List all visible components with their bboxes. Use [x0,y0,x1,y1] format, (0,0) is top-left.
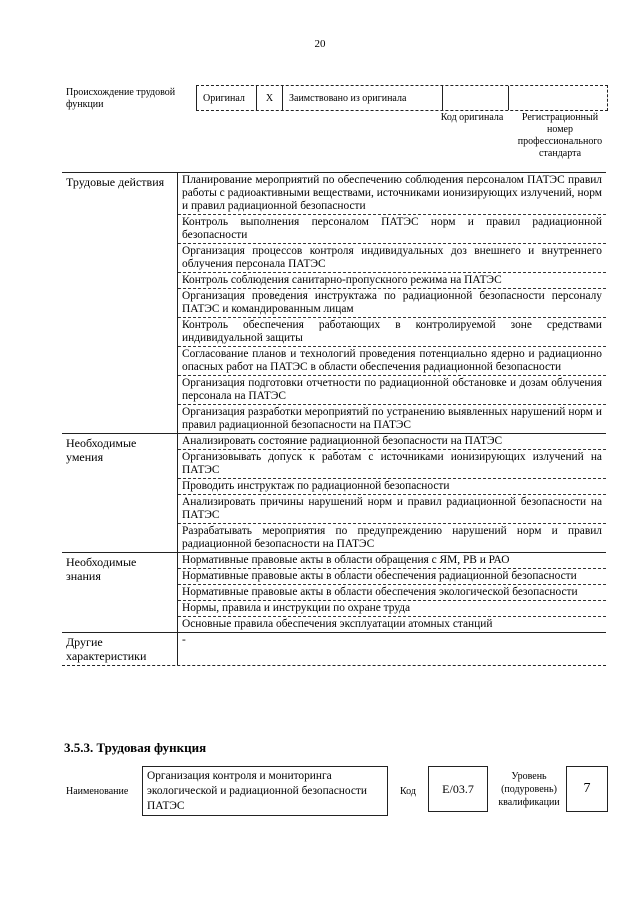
labor-action-item: Организация подготовки отчетности по радиационной обстановке и дозам облучения персонала на ПАТЭС [178,376,606,405]
code-caption: Код оригинала [440,112,504,123]
section-label: Другие характеристики [62,633,178,665]
origin-label: Происхождение трудовой функции [66,87,176,110]
section-other-characteristics [62,633,606,665]
other-characteristics-item: - [182,634,186,646]
section-labor-actions [62,173,606,434]
knowledge-item: Нормативные правовые акты в области обращения с ЯМ, РВ и РАО [178,553,606,569]
labor-action-item: Организация процессов контроля индивидуальных доз внешнего и внутреннего облучения персонала ПАТЭС [178,244,606,273]
origin-table [196,85,608,111]
function-code-value: E/03.7 [428,766,488,812]
page-number: 20 [314,38,326,50]
qualification-level-label: Уровень (подуровень) квалификации [498,771,560,808]
borrowed-cell: Заимствовано из оригинала [283,86,443,110]
registration-caption: Регистрационный номер профессионального стандарта [517,112,603,159]
function-details-table [62,172,606,666]
original-mark: X [257,86,283,110]
knowledge-item: Нормы, правила и инструкции по охране труда [178,601,606,617]
function-heading: 3.5.3. Трудовая функция [64,740,207,755]
section-label: Трудовые действия [62,173,178,433]
section-label: Необходимые умения [62,434,178,552]
skill-item: Разрабатывать мероприятия по предупреждению нарушений норм и правил радиационной безопасности на ПАТЭС [182,525,602,550]
skill-item: Анализировать причины нарушений норм и правил радиационной безопасности на ПАТЭС [178,495,606,524]
skill-item: Организовывать допуск к работам с источниками ионизирующих излучений на ПАТЭС [178,450,606,479]
section-required-skills [62,434,606,553]
original-code-cell [443,86,509,110]
labor-action-item: Организация проведения инструктажа по радиационной безопасности персоналу ПАТЭС и командированным лицам [178,289,606,318]
labor-action-item: Согласование планов и технологий проведения потенциально ядерно и радиационно опасных работ на ПАТЭС в области обеспечения радиационной безопасности [178,347,606,376]
registration-number-cell [509,86,607,110]
knowledge-item: Нормативные правовые акты в области обеспечения радиационной безопасности [178,569,606,585]
original-cell: Оригинал [197,86,257,110]
knowledge-item: Нормативные правовые акты в области обеспечения экологической безопасности [178,585,606,601]
labor-action-item: Планирование мероприятий по обеспечению соблюдения персоналом ПАТЭС правил работы с радиоактивными веществами, источниками ионизирующих излучений, норм и правил радиационной безопасности [178,173,606,215]
section-required-knowledge [62,553,606,633]
knowledge-item: Основные правила обеспечения эксплуатации атомных станций [182,618,493,630]
section-label: Необходимые знания [62,553,178,632]
labor-action-item: Контроль обеспечения работающих в контролируемой зоне средствами индивидуальной защиты [178,318,606,347]
skill-item: Анализировать состояние радиационной безопасности на ПАТЭС [178,434,606,450]
skill-item: Проводить инструктаж по радиационной безопасности [178,479,606,495]
function-name-value: Организация контроля и мониторинга экологической и радиационной безопасности ПАТЭС [142,766,388,816]
labor-action-item: Контроль соблюдения санитарно-пропускного режима на ПАТЭС [178,273,606,289]
labor-action-item: Организация разработки мероприятий по устранению выявленных нарушений норм и правил радиационной безопасности на ПАТЭС [182,406,602,431]
function-code-label: Код [400,786,416,797]
labor-action-item: Контроль выполнения персоналом ПАТЭС норм и правил радиационной безопасности [178,215,606,244]
function-name-label: Наименование [66,786,129,797]
qualification-level-value: 7 [566,766,608,812]
